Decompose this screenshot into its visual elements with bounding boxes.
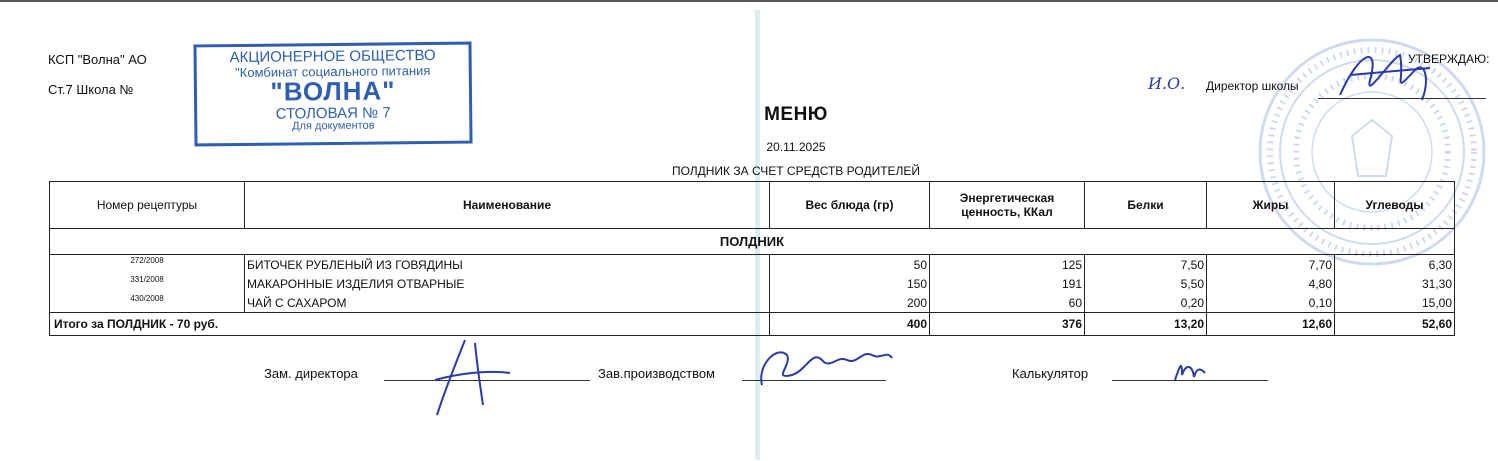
recipe-code: 331/2008 — [50, 274, 245, 293]
calculator-label: Калькулятор — [1012, 366, 1089, 381]
approve-label: УТВЕРЖДАЮ: — [1408, 52, 1490, 66]
top-edge-rule — [0, 0, 1498, 2]
dish-energy: 191 — [930, 274, 1085, 293]
dish-carbs: 31,30 — [1335, 274, 1455, 293]
production-signature-icon — [752, 340, 902, 396]
total-protein: 13,20 — [1085, 313, 1207, 336]
page-title: МЕНЮ — [764, 104, 828, 125]
header-energy: Энергетическая ценность, ККал — [930, 182, 1085, 229]
stamp-line2: "Комбинат социального питания — [235, 62, 431, 80]
dish-fat: 7,70 — [1207, 255, 1335, 275]
table-row — [50, 274, 1455, 293]
dish-fat: 0,10 — [1207, 293, 1335, 313]
dish-energy: 60 — [930, 293, 1085, 313]
production-label: Зав.производством — [598, 366, 715, 381]
total-fat: 12,60 — [1207, 313, 1335, 336]
menu-date: 20.11.2025 — [766, 140, 826, 154]
dish-carbs: 6,30 — [1335, 255, 1455, 275]
recipe-code: 272/2008 — [50, 255, 245, 275]
header-weight: Вес блюда (гр) — [770, 182, 930, 229]
header-carbs: Углеводы — [1335, 182, 1455, 229]
header-fat: Жиры — [1207, 182, 1335, 229]
menu-subtitle: ПОЛДНИК ЗА СЧЕТ СРЕДСТВ РОДИТЕЛЕЙ — [671, 164, 921, 178]
header-recipe: Номер рецептуры — [50, 182, 245, 229]
menu-table — [49, 181, 1455, 336]
header-protein: Белки — [1085, 182, 1207, 229]
org-name-line1: КСП "Волна" АО — [48, 52, 147, 67]
dish-weight: 50 — [770, 255, 930, 275]
section-title: ПОЛДНИК — [50, 229, 1455, 255]
director-label: Директор школы — [1206, 79, 1299, 93]
recipe-code: 430/2008 — [50, 293, 245, 313]
company-stamp — [193, 42, 472, 147]
header-name: Наименование — [245, 182, 770, 229]
director-initials: И.О. — [1148, 74, 1186, 93]
table-row — [50, 293, 1455, 313]
dish-protein: 5,50 — [1085, 274, 1207, 293]
dish-protein: 7,50 — [1085, 255, 1207, 275]
stamp-line5: Для документов — [292, 120, 375, 133]
stamp-line1: АКЦИОНЕРНОЕ ОБЩЕСТВО — [229, 46, 436, 67]
dish-weight: 150 — [770, 274, 930, 293]
total-label: Итого за ПОЛДНИК - 70 руб. — [50, 313, 770, 336]
dish-fat: 4,80 — [1207, 274, 1335, 293]
dish-name: МАКАРОННЫЕ ИЗДЕЛИЯ ОТВАРНЫЕ — [245, 274, 770, 293]
total-weight: 400 — [770, 313, 930, 336]
dish-name: БИТОЧЕК РУБЛЕНЫЙ ИЗ ГОВЯДИНЫ — [245, 255, 770, 275]
total-energy: 376 — [930, 313, 1085, 336]
total-carbs: 52,60 — [1335, 313, 1455, 336]
dish-protein: 0,20 — [1085, 293, 1207, 313]
table-row — [50, 255, 1455, 275]
total-row — [50, 313, 1455, 336]
stamp-line3: "ВОЛНА" — [270, 75, 396, 108]
dish-energy: 125 — [930, 255, 1085, 275]
calculator-signature-icon — [1170, 355, 1210, 385]
deputy-label: Зам. директора — [264, 366, 358, 381]
dish-name: ЧАЙ С САХАРОМ — [245, 293, 770, 313]
deputy-signature-icon — [425, 335, 515, 425]
dish-weight: 200 — [770, 293, 930, 313]
dish-carbs: 15,00 — [1335, 293, 1455, 313]
director-signature-icon — [1330, 40, 1440, 110]
org-name-line2: Ст.7 Школа № — [48, 82, 134, 97]
stamp-line4: СТОЛОВАЯ № 7 — [275, 104, 391, 123]
